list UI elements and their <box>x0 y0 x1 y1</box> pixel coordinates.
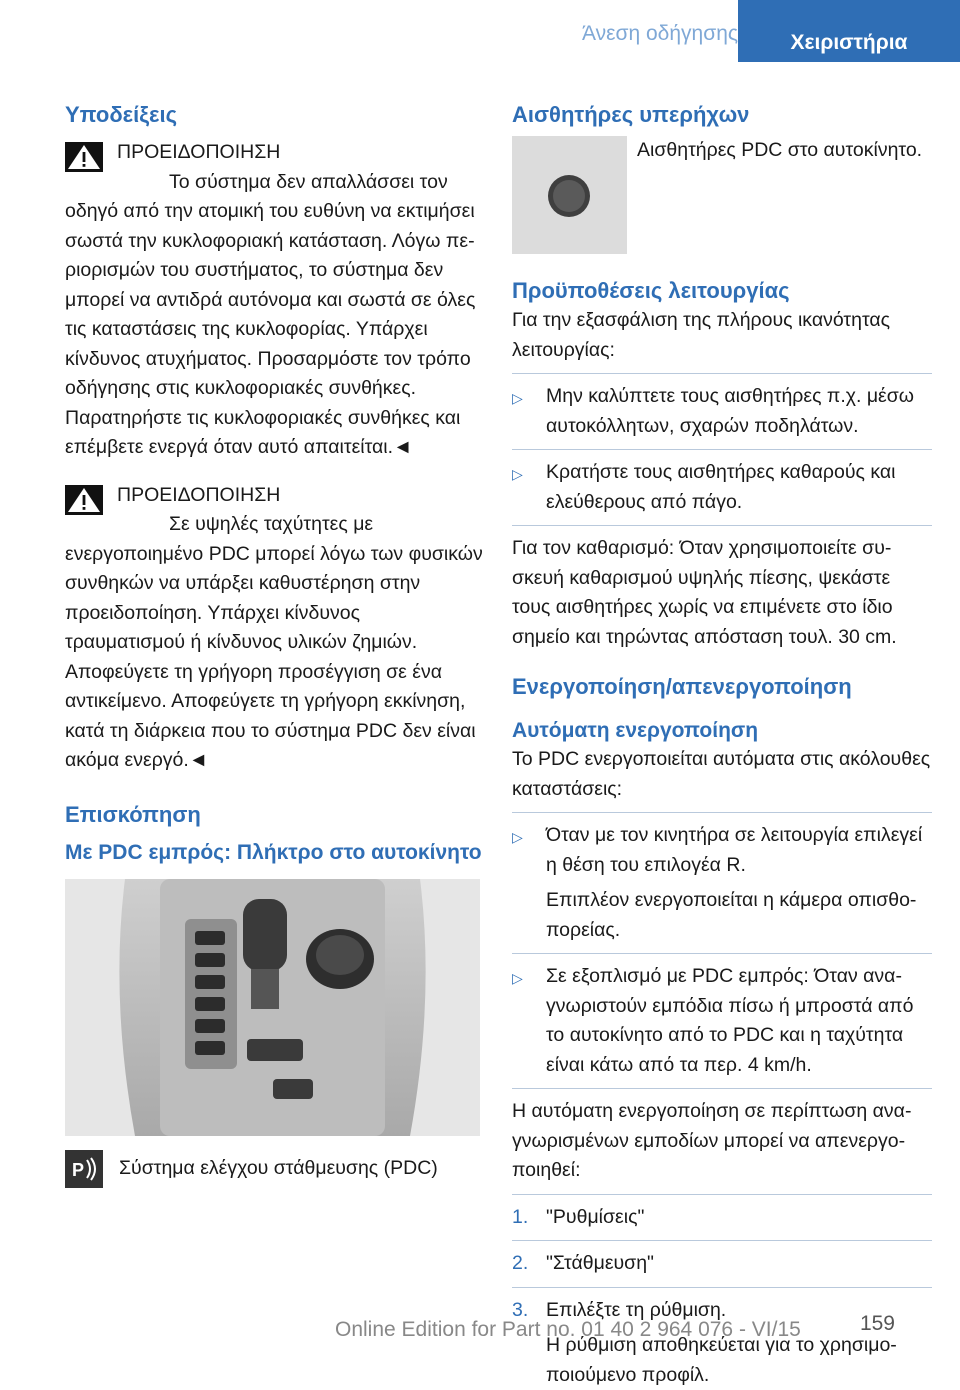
list-item: ▷ Σε εξοπλισμό με PDC εμπρός: Όταν αναγνωριστούν εμπόδια πίσω ή μπροστά από το αυτοκίνητο από το PDC και η ταχύτητα είναι κάτω από τα περ. 4 km/h. <box>512 962 932 1080</box>
divider <box>512 1088 932 1089</box>
warning-triangle-icon <box>65 485 103 515</box>
warning-title: ΠΡΟΕΙΔΟΠΟΙΗΣΗ <box>65 138 485 168</box>
pdc-caption: Σύστημα ελέγχου στάθμευσης (PDC) <box>65 1148 485 1184</box>
heading-sensors: Αισθητήρες υπερήχων <box>512 100 932 130</box>
divider <box>512 373 932 374</box>
requirements-intro: Για την εξασφάλιση της πλήρους ικανότητας λειτουργίας: <box>512 306 932 365</box>
bullet-arrow-icon: ▷ <box>512 458 546 517</box>
center-console-image <box>65 879 480 1136</box>
svg-text:P: P <box>72 1160 84 1180</box>
page-header <box>0 0 960 62</box>
cleaning-note: Για τον καθαρισμό: Όταν χρησιμοποιείτε συσκευή καθαρισμού υψηλής πίεσης, ψεκάστε τους αισθητήρες χωρίς να επιμένετε στο ίδιο σημείο και τηρώντας απόσταση τουλ. 30 cm. <box>512 534 932 652</box>
warning-triangle-icon <box>65 142 103 172</box>
sensor-image <box>512 136 627 254</box>
pdc-caption-block <box>65 1148 485 1184</box>
heading-pdc-button: Με PDC εμπρός: Πλήκτρο στο αυτοκίνητο <box>65 838 485 867</box>
divider <box>512 953 932 954</box>
warning-title: ΠΡΟΕΙΔΟΠΟΙΗΣΗ <box>65 481 485 511</box>
bullet-arrow-icon: ▷ <box>512 382 546 441</box>
step-item: 1. "Ρυθμίσεις" <box>512 1203 932 1233</box>
left-column <box>65 100 485 1192</box>
right-column <box>512 100 932 1390</box>
divider <box>512 1194 932 1195</box>
pdc-button-icon <box>65 1150 103 1188</box>
warning-block <box>65 138 485 463</box>
edition-note: Online Edition for Part no. 01 40 2 964 076 - VI/15 <box>335 1318 801 1342</box>
warning-block <box>65 481 485 776</box>
warning-body: Σε υψηλές ταχύτητες με ενεργοποιημένο PDC μπορεί λόγω των φυσικών συνθηκών να υπάρξει καθυστέρηση στην προειδοποίηση. Υπάρχει κίνδυνος τραυματισμού ή κίνδυνος υλικών ζημιών. Αποφεύγετε τη γρήγορη προσέγγιση σε ένα αντικείμενο. Αποφεύγετε τη γρήγορη εκκίνηση, κατά τη διάρκεια που το σύστημα PDC δεν είναι ακόμα ενεργό.◄ <box>65 510 485 776</box>
bullet-arrow-icon: ▷ <box>512 821 546 945</box>
divider <box>512 1287 932 1288</box>
divider <box>512 1240 932 1241</box>
step-item: 3. Επιλέξτε τη ρύθμιση. Η ρύθμιση αποθηκεύεται για το χρησιμοποιούμενο προφίλ. <box>512 1296 932 1390</box>
divider <box>512 449 932 450</box>
heading-overview: Επισκόπηση <box>65 800 485 830</box>
auto-intro: Το PDC ενεργοποιείται αυτόματα στις ακόλουθες καταστάσεις: <box>512 745 932 804</box>
list-item: ▷ Μην καλύπτετε τους αισθητήρες π.χ. μέσω αυτοκόλλητων, σχαρών ποδηλάτων. <box>512 382 932 441</box>
heading-notes: Υποδείξεις <box>65 100 485 130</box>
divider <box>512 525 932 526</box>
list-item: ▷ Όταν με τον κινητήρα σε λειτουργία επιλεγεί η θέση του επιλογέα R. Επιπλέον ενεργοποιείται η κάμερα οπισθοπορείας. <box>512 821 932 945</box>
warning-body: Το σύστημα δεν απαλλάσσει τον οδηγό από την ατομική του ευθύνη να εκτιμήσει σωστά την κυκλοφοριακή κατάσταση. Λόγω περιορισμών του συστήματος, το σύστημα δεν μπορεί να αντιδρά αυτόνομα και σωστά σε όλες τις καταστάσεις της κυκλοφορίας. Υπάρχει κίνδυνος ατυχήματος. Προσαρμόστε τον τρόπο οδήγησης στις κυκλοφοριακές συνθήκες. Παρατηρήστε τις κυκλοφοριακές συνθήκες και επέμβετε ενεργά όταν αυτό απαιτείται.◄ <box>65 168 485 463</box>
chapter-tab[interactable]: Χειριστήρια <box>738 0 960 62</box>
bullet-arrow-icon: ▷ <box>512 962 546 1080</box>
heading-auto-activation: Αυτόματη ενεργοποίηση <box>512 716 932 745</box>
divider <box>512 812 932 813</box>
page-number: 159 <box>860 1312 895 1336</box>
step-item: 2. "Στάθμευση" <box>512 1249 932 1279</box>
heading-activation: Ενεργοποίηση/απενεργοποίηση <box>512 672 932 702</box>
section-tab[interactable]: Άνεση οδήγησης <box>582 22 738 46</box>
sensor-caption: Αισθητήρες PDC στο αυτοκίνητο. <box>512 136 932 166</box>
list-item: ▷ Κρατήστε τους αισθητήρες καθαρούς και ελεύθερους από πάγο. <box>512 458 932 517</box>
heading-requirements: Προϋποθέσεις λειτουργίας <box>512 276 932 306</box>
deactivation-note: Η αυτόματη ενεργοποίηση σε περίπτωση αναγνωρισμένων εμποδίων μπορεί να απενεργοποιηθεί: <box>512 1097 932 1186</box>
